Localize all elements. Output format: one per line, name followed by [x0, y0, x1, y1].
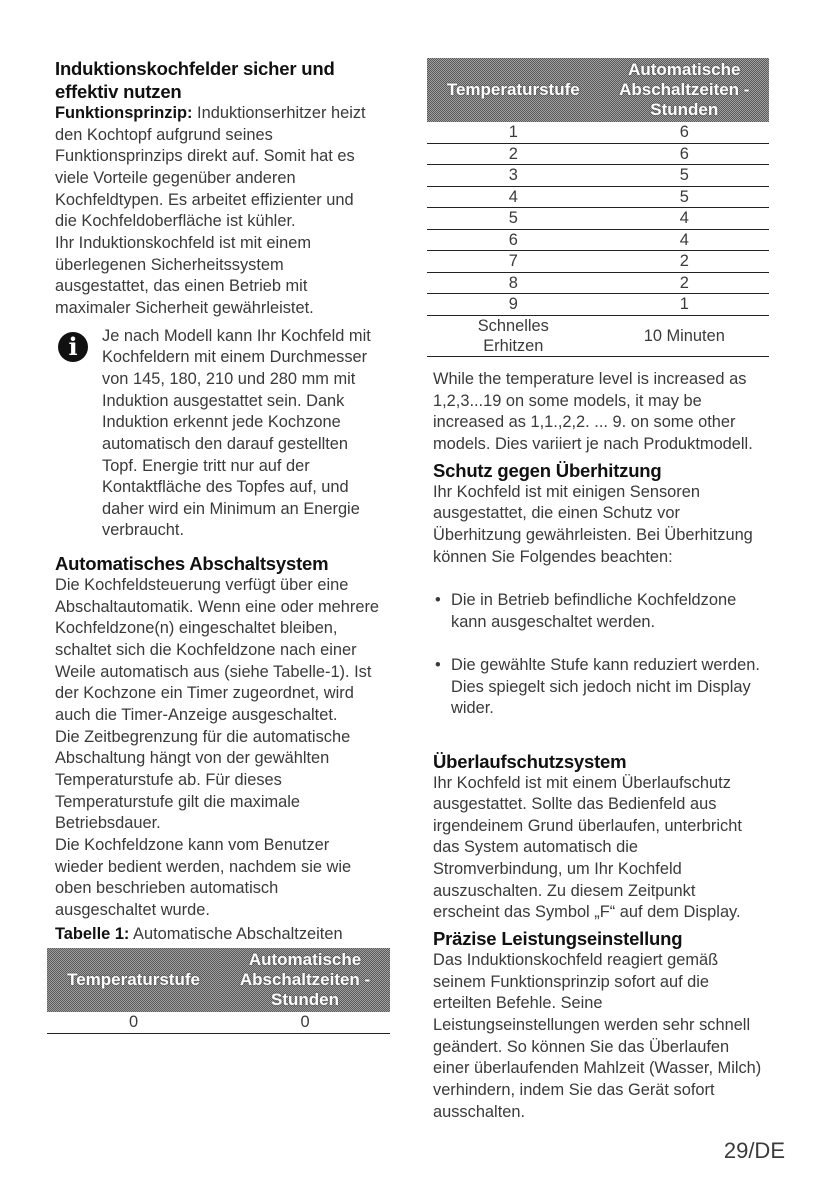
principle-paragraph — [55, 103, 415, 320]
header-temperature: Temperaturstufe — [427, 58, 600, 122]
principle-label: Funktionsprinzip: — [55, 104, 193, 122]
overflow-text: Ihr Kochfeld ist mit einem Überlaufschutz ausgestattet. Sollte das Bedienfeld aus irgendeinem Grund überlaufen, unterbricht das System automatisch die Stromverbindung, um Ihr Kochfeld auszuschalten. Zu diesem Zeitpunkt erscheint das Symbol „F“ auf dem Display. — [433, 773, 742, 922]
shutdown-table — [47, 948, 390, 1034]
cell-level: 2 — [427, 143, 600, 165]
table-row — [427, 294, 769, 316]
header-shutdown-time: Automatische Abschaltzeiten - Stunden — [600, 58, 769, 122]
cell-level: 7 — [427, 251, 600, 273]
cell-hours: 6 — [600, 143, 769, 165]
cell-level: 0 — [47, 1012, 220, 1033]
table-header — [427, 58, 769, 122]
info-note — [55, 326, 415, 543]
table-1-part-1 — [47, 948, 390, 1034]
table-row — [427, 229, 769, 251]
info-text: Je nach Modell kann Ihr Kochfeld mit Kochfeldern mit einem Durchmesser von 145, 180, 210 und 280 mm mit Induktion ausgestattet sein. Dank Induktion erkennt jede Kochzone automatisch den darauf gestellten Topf. Energie tritt nur auf der Kontaktfläche des Topfes auf, und daher wird ein Minimum an Energie verbraucht. — [102, 326, 371, 540]
table-1-part-2 — [427, 58, 769, 357]
cell-level: 9 — [427, 294, 600, 316]
cell-level: 6 — [427, 229, 600, 251]
cell-hours: 4 — [600, 229, 769, 251]
table-row — [427, 251, 769, 273]
cell-hours: 10 Minuten — [600, 315, 769, 356]
shutdown-table-continued — [427, 58, 769, 357]
table-row — [427, 315, 769, 356]
auto-shutdown-heading: Automatisches Abschaltsystem — [55, 553, 329, 575]
table-caption — [55, 924, 415, 946]
precise-heading: Präzise Leistungseinstellung — [433, 928, 683, 950]
cell-level: 8 — [427, 272, 600, 294]
cell-level: 4 — [427, 186, 600, 208]
list-item: • Die in Betrieb befindliche Kochfeldzone kann ausgeschaltet werden. — [433, 590, 793, 633]
section-title: Induktionskochfelder sicher und effektiv nutzen — [55, 58, 335, 102]
cell-hours: 0 — [220, 1012, 390, 1033]
list-item: • Die gewählte Stufe kann reduziert werden. Dies spiegelt sich jedoch nicht im Display wider. — [433, 655, 793, 720]
header-temperature: Temperaturstufe — [47, 948, 220, 1012]
cell-level: 5 — [427, 208, 600, 230]
cell-hours: 6 — [600, 122, 769, 143]
table-row — [427, 122, 769, 143]
table-caption-label: Tabelle 1: — [55, 924, 130, 943]
cell-hours: 1 — [600, 294, 769, 316]
cell-hours: 5 — [600, 186, 769, 208]
overflow-heading: Überlaufschutzsystem — [433, 750, 627, 772]
cell-level: 3 — [427, 165, 600, 187]
table-row — [427, 208, 769, 230]
table-header — [47, 948, 390, 1012]
header-shutdown-time: Automatische Abschaltzeiten - Stunden — [220, 948, 390, 1012]
table-row — [427, 186, 769, 208]
cell-hours: 4 — [600, 208, 769, 230]
info-icon: i — [58, 332, 88, 362]
cell-level: 1 — [427, 122, 600, 143]
overheat-list — [433, 568, 793, 741]
table-row — [427, 165, 769, 187]
cell-hours: 2 — [600, 251, 769, 273]
table-row — [427, 272, 769, 294]
overheat-heading: Schutz gegen Überhitzung — [433, 459, 662, 481]
table-row — [427, 143, 769, 165]
cell-hours: 2 — [600, 272, 769, 294]
level-note: While the temperature level is increased as 1,2,3...19 on some models, it may be increased as 1,1.,2,2. ... 9. on some other models. Dies variiert je nach Produktmodell. — [433, 370, 753, 453]
right-column — [433, 369, 793, 1123]
cell-level: Schnelles Erhitzen — [427, 315, 600, 356]
table-row — [47, 1012, 390, 1033]
auto-shutdown-text: Die Kochfeldsteuerung verfügt über eine Abschaltautomatik. Wenn eine oder mehrere Kochfeldzone(n) eingeschaltet bleiben, schaltet sich die Kochfeldzone nach einer Weile automatisch aus (siehe Tabelle-1). Ist der Kochzone ein Timer zugeordnet, wird auch die Timer-Anzeige ausgeschaltet. Die Zeitbegrenzung für die automatische Abschaltung hängt von der gewählten Temperaturstufe ab. Für dieses Temperaturstufe gilt die maximale Betriebsdauer. Die Kochfeldzone kann vom Benutzer wieder bedient werden, nachdem sie wie oben beschrieben automatisch ausgeschaltet wurde. — [55, 576, 380, 919]
page-number: 29/DE — [723, 1138, 785, 1163]
cell-hours: 5 — [600, 165, 769, 187]
left-column — [55, 57, 415, 945]
overheat-text: Ihr Kochfeld ist mit einigen Sensoren ausgestattet, die einen Schutz vor Überhitzung gewährleisten. Bei Überhitzung können Sie Folgendes beachten: — [433, 482, 753, 566]
table-caption-text: Automatische Abschaltzeiten — [129, 924, 343, 943]
precise-text: Das Induktionskochfeld reagiert gemäß seinem Funktionsprinzip sofort auf die erteilten Befehle. Seine Leistungseinstellungen werden sehr schnell geändert. So können Sie das Überlaufen einer überlaufenden Mahlzeit (Wasser, Milch) verhindern, indem Sie das Gerät sofort ausschalten. — [433, 951, 762, 1121]
principle-text: Induktionserhitzer heizt den Kochtopf aufgrund seines Funktionsprinzips direkt auf. Somit hat es viele Vorteile gegenüber anderen Kochfeldtypen. Es arbeitet effizienter und die Kochfeldoberfläche ist kühler. Ihr Induktionskochfeld ist mit einem überlegenen Sicherheitssystem ausgestattet, das einen Betrieb mit maximaler Sicherheit gewährleistet. — [55, 104, 366, 317]
